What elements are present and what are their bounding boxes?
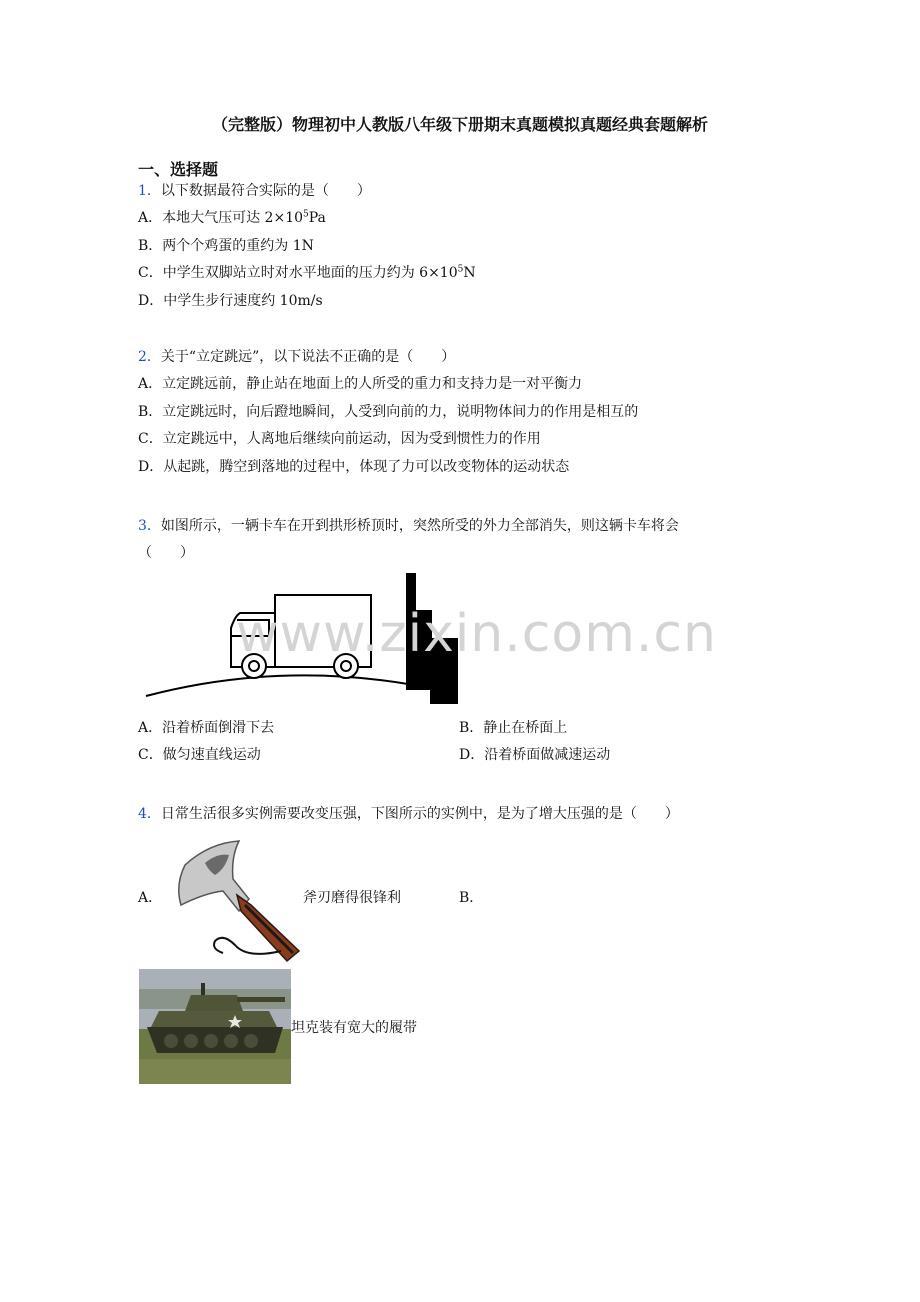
question-2-option-c: C．立定跳远中，人离地后继续向前运动，因为受到惯性力的作用 xyxy=(138,431,541,447)
option-a-unit: Pa xyxy=(308,210,326,226)
watermark-text: www.zixin.com.cn xyxy=(236,604,717,664)
question-4-number: 4． xyxy=(138,806,161,822)
option-c-unit: N xyxy=(463,265,476,281)
question-3-option-d: D．沿着桥面做减速运动 xyxy=(459,747,611,763)
question-2-option-d: D．从起跳，腾空到落地的过程中，体现了力可以改变物体的运动状态 xyxy=(138,459,570,475)
question-1-number: 1． xyxy=(138,183,161,199)
question-3-option-a: A．沿着桥面倒滑下去 xyxy=(138,720,275,736)
question-2-option-a: A．立定跳远前，静止站在地面上的人所受的重力和支持力是一对平衡力 xyxy=(138,376,583,392)
question-2-number: 2． xyxy=(138,349,161,365)
question-2-option-b: B．立定跳远时，向后蹬地瞬间，人受到向前的力，说明物体间力的作用是相互的 xyxy=(138,404,639,420)
option-a-label: A． xyxy=(138,890,163,906)
question-3-option-c: C．做匀速直线运动 xyxy=(138,747,261,763)
tank-image xyxy=(139,969,291,1084)
option-a-text: A．本地大气压可达 2×10 xyxy=(138,210,304,226)
option-b-label: B． xyxy=(459,890,484,906)
option-c-exponent: 5 xyxy=(457,264,464,275)
option-a-exponent: 5 xyxy=(303,209,309,220)
question-1-option-a xyxy=(138,208,326,228)
option-a-caption: 斧刃磨得很锋利 xyxy=(303,890,401,906)
question-1-option-d: D．中学生步行速度约 10m/s xyxy=(138,293,323,309)
question-1-text: 以下数据最符合实际的是（ ） xyxy=(160,183,371,199)
question-4-stem xyxy=(138,804,679,824)
tank-hull xyxy=(151,1011,277,1027)
tank-turret xyxy=(185,995,243,1011)
question-1-option-c xyxy=(138,263,476,283)
question-1-option-b: B．两个个鸡蛋的重约为 1N xyxy=(138,238,314,254)
arch-bridge-curve xyxy=(146,675,440,696)
question-2-text: 关于“立定跳远”，以下说法不正确的是（ ） xyxy=(160,349,456,365)
question-4-text: 日常生活很多实例需要改变压强，下图所示的实例中，是为了增大压强的是（ ） xyxy=(160,806,679,822)
question-3-stem-bracket: （ ） xyxy=(138,545,194,561)
axe-handle-stripe xyxy=(245,905,293,953)
axe-image xyxy=(165,833,303,963)
tank-gun-barrel xyxy=(237,997,285,1002)
section-heading: 一、选择题 xyxy=(138,160,219,179)
question-2-stem xyxy=(138,347,455,367)
question-3-option-b: B．静止在桥面上 xyxy=(459,720,568,736)
question-3-text: 如图所示，一辆卡车在开到拱形桥顶时，突然所受的外力全部消失，则这辆卡车将会 xyxy=(160,518,679,534)
question-3-number: 3． xyxy=(138,518,161,534)
page-title: （完整版）物理初中人教版八年级下册期末真题模拟真题经典套题解析 xyxy=(211,115,708,134)
option-b-caption: 坦克装有宽大的履带 xyxy=(291,1020,417,1036)
option-c-text: C．中学生双脚站立时对水平地面的压力约为 6×10 xyxy=(138,265,458,281)
question-3-stem xyxy=(138,516,679,536)
question-1-stem xyxy=(138,181,371,201)
